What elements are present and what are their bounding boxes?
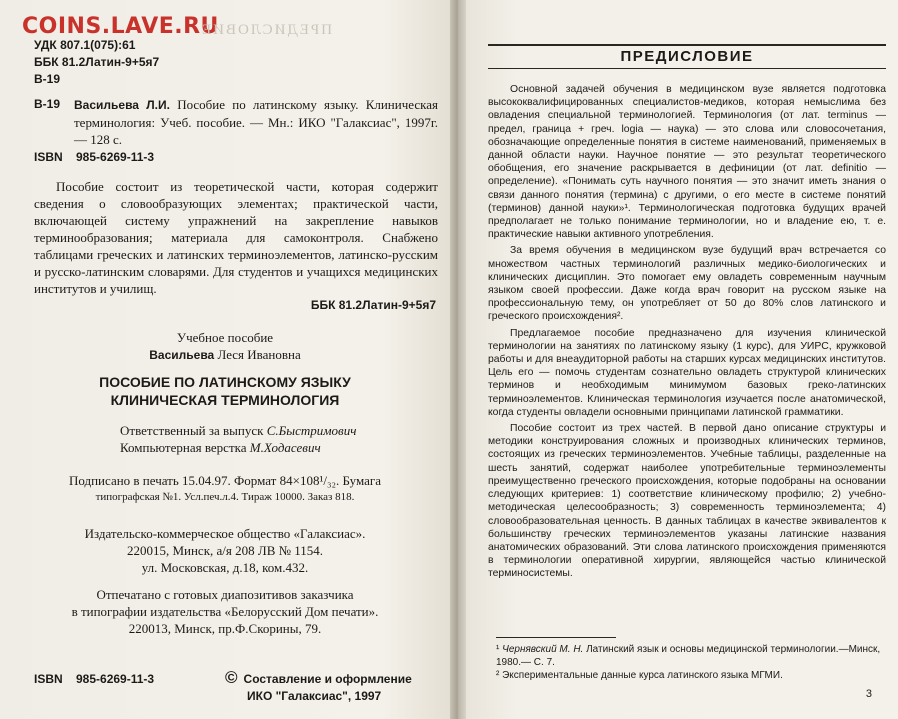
author-given-names: Леся Ивановна [214,347,301,362]
publisher-line-2: 220015, Минск, а/я 208 ЛВ № 1154. [126,543,324,558]
responsible-label: Ответственный за выпуск [120,423,267,438]
author-mark: В-19 [34,72,61,86]
footnote-1 [496,644,888,669]
publisher-line-3: ул. Московская, д.18, ком.432. [141,560,309,575]
site-watermark: COINS.LAVE.RU [22,14,219,39]
udk-code: УДК 807.1(075):61 [34,38,136,52]
author-surname: Васильева [149,348,215,362]
printer-line-1: Отпечатано с готовых диапозитивов заказчика [96,587,354,602]
preface-paragraph-4: Пособие состоит из трех частей. В первой дано описание структуры и методики конструирования сложных и производных клинических терминов, состоящих из греческих терминоэлементов. Учебные таблицы, разделенные на шесть занятий, содержат наиболее употребительные терминоэлементы преимущественно греческого происхождения, которые подобраны на основании следующих критериев: 1) соответствие клиническому профилю; 2) учебно-методическая целесообразность; 3) современность терминоэлемента; 4) словообразовательная ценность. В данных таблицах в качестве эквивалентов к большинству греческих терминоэлементов указаны латинские названия анатомических образований. Эти слова латинского происхождения применяются в терминологии оперативной хирургии, являющейся частью клинической терминосистемы. [488,423,886,580]
footnote-1-marker: ¹ [496,644,503,655]
author-full-name [0,347,450,363]
publisher-info [0,525,450,576]
footnote-2: ² Экспериментальные данные курса латинского языка МГМИ. [496,670,783,681]
preface-text [488,83,886,584]
heading-rule-top [488,44,886,46]
preface-paragraph-1: Основной задачей обучения в медицинском вузе является подготовка высококвалифицированных специалистов-медиков, которая немыслима без овладения специальной терминологией. Терминология (от лат. terminus — предел, граница + греч. logia — наука) — это слова или словосочетания, обозначающие определенные понятия в системе наименований, применяемых в данной области науки. Научное понятие — это результат теоретического обобщения, его значение раскрывается в дефиниции (от лат. definitio — определение). «Понимать суть научного понятия — это значит иметь знания о связи данного понятия (термина) с другими, о его месте в системе понятий (терминов) данной науки»¹. Терминологическая подготовка будущих врачей предполагает не только понимание терминологии, но и владение ею, т. е. практические навыки активного употребления. [488,84,886,241]
copyright-line-1: Составление и оформление [243,672,412,686]
footnote-rule [496,637,616,638]
responsible-editor [120,422,356,439]
copyright-symbol: © [225,668,238,687]
isbn: ISBN 985-6269-11-3 [34,150,155,164]
layout-label: Компьютерная верстка [120,440,250,455]
preface-paragraph-2: За время обучения в медицинском вузе будущий врач встречается со множеством частных терминологий различных медико-биологических и клинических дисциплин. Это помогает ему овладеть современным научным языком своей профессии. Даже когда врач говорит на русском языке на профессиональную тему, он употребляет от 50 до 80% слов латинского и греческого происхождения². [488,245,886,323]
book-gutter [450,0,466,719]
bbk-code-right: ББК 81.2Латин-9+5я7 [310,298,436,312]
layout-name: М.Ходасевич [249,440,321,455]
preface-heading: ПРЕДИСЛОВИЕ [620,48,754,65]
bibliographic-codes [34,37,159,88]
right-page [466,0,898,719]
book-type: Учебное пособие [176,330,274,345]
bleed-through-text: ПРЕДИСЛОВИЕ [200,22,333,38]
book-title-line-2: КЛИНИЧЕСКАЯ ТЕРМИНОЛОГИЯ [110,392,340,408]
print-details [0,472,450,506]
footnote-1-text: Латинский язык и основы медицинской терминологии.—Минск, 1980.— С. 7. [496,644,881,668]
book-title [0,373,450,409]
abstract: Пособие состоит из теоретической части, которая содержит сведения о словообразующих элементах; практической части, включающей систему упражнений на закрепление навыков терминообразования; материала для самоконтроля. Снабжено таблицами греческих и латинских терминоэлементов, латинско-русским и русско-латинским словарями. Для студентов и учащихся медицинских институтов и училищ. [34,179,438,296]
book-title-line-1: ПОСОБИЕ ПО ЛАТИНСКОМУ ЯЗЫКУ [99,374,351,390]
copyright-line-2: ИКО "Галаксиас", 1997 [247,689,382,703]
printer-line-2: в типографии издательства «Белорусский Дом печати». [71,604,379,619]
bbk-code: ББК 81.2Латин-9+5я7 [34,55,160,69]
preface-paragraph-3: Предлагаемое пособие предназначено для изучения клинической терминологии на занятиях по латинскому языку (1 курс), для УИРС, кружковой работы и для внеаудиторной работы на старших курсах медицинских институтов. Цель его — помочь студентам сознательно овладеть структурой клинических терминов и необходимым минимумом базовых греко-латинских терминоэлементов. Клиническая терминология изучается после анатомической, когда студенты овладели основными принципами латинской грамматики. [488,327,886,418]
catalog-entry-code: В-19 [34,97,61,111]
copyright-notice [225,669,412,705]
footnotes [496,644,888,684]
catalog-entry [34,96,438,148]
publisher-line-1: Издательско-коммерческое общество «Галаксиас». [84,526,366,541]
catalog-entry-text: Пособие по латинскому языку. Клиническая терминология: Учеб. пособие. — Мн.: ИКО "Галаксиас", 1997г. — 128 с. [74,97,438,147]
page-number: 3 [865,688,872,700]
printer-line-3: 220013, Минск, пр.Ф.Скорины, 79. [128,621,322,636]
heading-rule-bottom [488,68,886,69]
catalog-entry-author: Васильева Л.И. [74,98,170,112]
responsible-name: С.Быстримович [266,423,357,438]
footnote-1-author: Чернявский М. Н. [502,644,584,655]
print-details-line-1: Подписано в печать 15.04.97. Формат 84×108¹/₃₂. Бумага [68,473,382,488]
layout-editor [120,439,321,456]
footer-isbn: ISBN 985-6269-11-3 [34,672,155,686]
printer-info [0,586,450,637]
print-details-line-2: типографская №1. Усл.печ.л.4. Тираж 10000. Заказ 818. [95,491,355,503]
